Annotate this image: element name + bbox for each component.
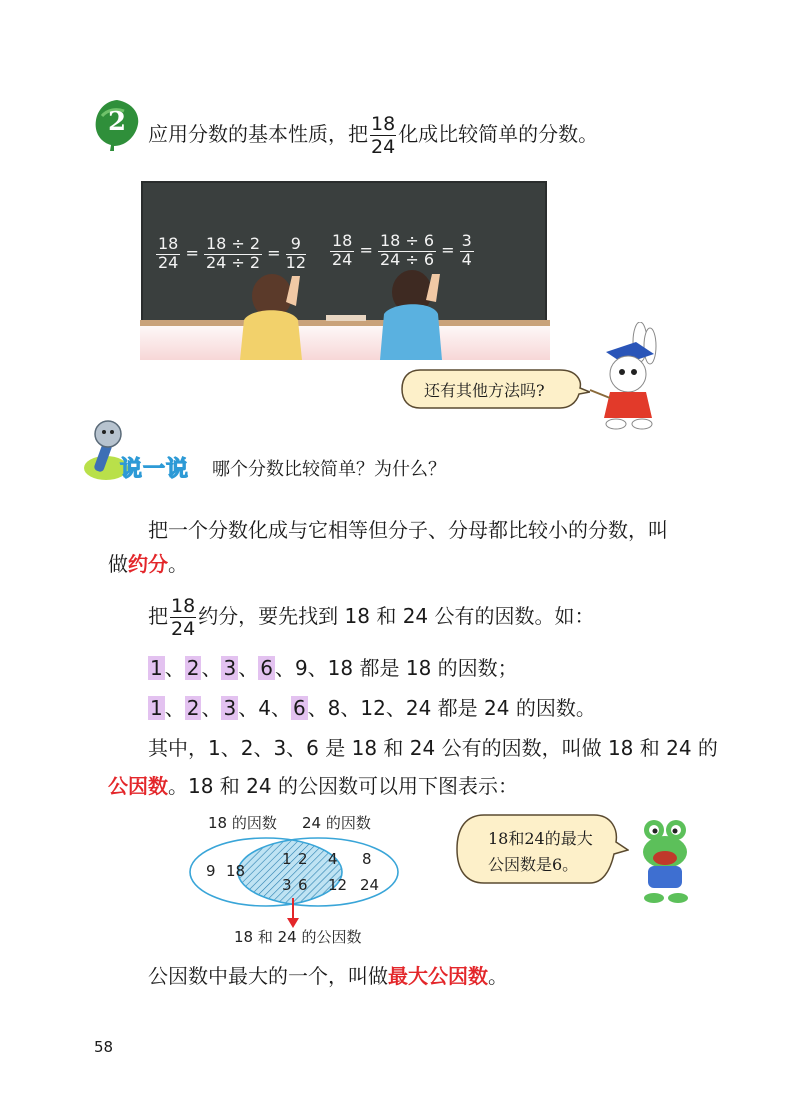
chalk-numerator: 3	[461, 231, 472, 250]
common-factor: 6	[260, 656, 273, 680]
separator: 、	[385, 696, 406, 720]
text-prefix: 公因数中最大的一个，叫做	[148, 964, 388, 988]
shuo-question: 哪个分数比较简单？为什么？	[212, 459, 446, 480]
chalk-equals: =	[441, 240, 455, 260]
venn-right-only-item: 12	[328, 876, 348, 894]
paragraph-reduction-line2	[108, 550, 188, 578]
chalk-equals: =	[267, 243, 281, 263]
text-suffix: 。18 和 24 的公因数可以用下图表示：	[168, 774, 518, 798]
text-suffix: 约分，要先找到 18 和 24 公有的因数。如：	[198, 604, 595, 628]
separator: 、	[201, 656, 222, 680]
common-factor: 2	[186, 696, 200, 720]
frog-speech-bubble	[454, 812, 629, 886]
chalk-denominator: 4	[461, 249, 472, 269]
chalk-fraction	[460, 233, 474, 269]
separator: 、	[164, 696, 185, 720]
separator: 、	[274, 656, 295, 680]
factor: 4	[258, 696, 271, 720]
common-factor: 1	[150, 656, 163, 680]
separator: 、	[238, 696, 259, 720]
separator: 、	[201, 696, 222, 720]
fraction-18-24	[370, 112, 396, 158]
separator: 、	[238, 656, 259, 680]
text-prefix: 做	[108, 552, 128, 576]
chalk-denominator: 12	[285, 252, 307, 272]
page-number: 58	[94, 1038, 114, 1056]
frog-bubble-line2: 公因数是6。	[488, 855, 579, 874]
term-zuida-gongyinshu: 最大公因数	[388, 964, 488, 988]
chalk-numerator: 18	[332, 231, 353, 250]
frog-bubble-line1: 18和24的最大	[488, 829, 593, 848]
venn-left-only-item: 18	[226, 862, 246, 880]
chalk-denominator: 24	[158, 252, 179, 272]
venn-arrow-head-icon	[287, 918, 299, 928]
rabbit-speech-bubble	[400, 368, 590, 410]
venn-common-item: 2	[298, 850, 308, 868]
factors-of-24-line	[148, 694, 596, 722]
chalk-fraction	[286, 236, 306, 272]
venn-right-only-item: 24	[360, 876, 380, 894]
paragraph-gcd-definition	[148, 962, 508, 990]
separator: 、	[307, 696, 328, 720]
venn-common-item: 6	[298, 876, 308, 894]
separator: 、	[340, 696, 361, 720]
term-gongyinshu: 公因数	[108, 774, 168, 798]
factor: 24	[405, 696, 432, 720]
common-factor: 3	[223, 696, 237, 720]
shuo-yi-shuo-label: 说一说	[120, 457, 190, 482]
venn-common-item: 3	[282, 876, 292, 894]
chalk-denominator: 24 ÷ 2	[205, 252, 261, 272]
factor: 8	[327, 696, 341, 720]
blackboard-equation-1	[156, 236, 306, 272]
frog-mascot-illustration	[634, 818, 696, 908]
venn-right-only-item: 8	[362, 850, 372, 868]
paragraph-reduction-line1: 把一个分数化成与它相等但分子、分母都比较小的分数，叫	[148, 518, 668, 542]
venn-bottom-label: 18 和 24 的公因数	[234, 928, 362, 946]
separator: 、	[307, 656, 328, 680]
chalk-numerator: 18 ÷ 2	[205, 234, 261, 253]
common-factor: 1	[150, 696, 163, 720]
chalk-fraction	[156, 236, 180, 272]
chalk-fraction	[378, 233, 436, 269]
paragraph-common-factor-line1: 其中，1、2、3、6 是 18 和 24 公有的因数，叫做 18 和 24 的	[148, 736, 718, 760]
rabbit-teacher-illustration	[588, 322, 668, 432]
common-factor: 3	[223, 656, 237, 680]
fraction-18-24	[170, 594, 196, 640]
problem-text-after: 化成比较简单的分数。	[398, 122, 599, 146]
venn-left-label: 18 的因数	[208, 814, 277, 832]
venn-right-label: 24 的因数	[302, 814, 371, 832]
factors-of-18-line	[148, 654, 518, 682]
separator: 、	[164, 656, 185, 680]
venn-right-only-item: 4	[328, 850, 338, 868]
venn-left-only-item: 9	[206, 862, 216, 880]
venn-diagram	[180, 810, 420, 946]
problem-2-text	[148, 112, 598, 156]
fraction-denominator: 24	[171, 617, 196, 640]
chalk-equals: =	[359, 240, 373, 260]
problem-text-before: 应用分数的基本性质，把	[148, 122, 368, 146]
factors-suffix: 都是 24 的因数。	[431, 696, 596, 720]
fraction-numerator: 18	[171, 594, 196, 617]
blackboard-equation-2	[330, 233, 474, 269]
factors-suffix: 都是 18 的因数；	[353, 656, 518, 680]
paragraph-find-factors	[148, 594, 595, 638]
fraction-numerator: 18	[371, 112, 396, 135]
chalk-equals: =	[185, 243, 199, 263]
chalk-numerator: 18	[158, 234, 179, 253]
chalk-denominator: 24 ÷ 6	[379, 249, 435, 269]
chalk-fraction	[330, 233, 354, 269]
factor: 12	[360, 696, 386, 720]
factor: 18	[327, 656, 354, 680]
rabbit-bubble-text: 还有其他方法吗?	[424, 381, 545, 400]
venn-common-item: 1	[282, 850, 292, 868]
common-factor: 6	[292, 696, 306, 720]
text-suffix: 。	[168, 552, 188, 576]
separator: 、	[270, 696, 291, 720]
text-prefix: 把	[148, 604, 168, 628]
paragraph-common-factor-line2	[108, 772, 518, 800]
problem-number: 2	[108, 107, 127, 137]
chalk-fraction	[204, 236, 262, 272]
chalk-denominator: 24	[332, 249, 353, 269]
text-suffix: 。	[488, 964, 508, 988]
chalk-numerator: 9	[286, 236, 306, 255]
common-factor: 2	[186, 656, 200, 680]
fraction-denominator: 24	[371, 135, 396, 158]
chalk-numerator: 18 ÷ 6	[379, 231, 435, 250]
factor: 9	[294, 656, 308, 680]
term-yuefen: 约分	[128, 552, 168, 576]
